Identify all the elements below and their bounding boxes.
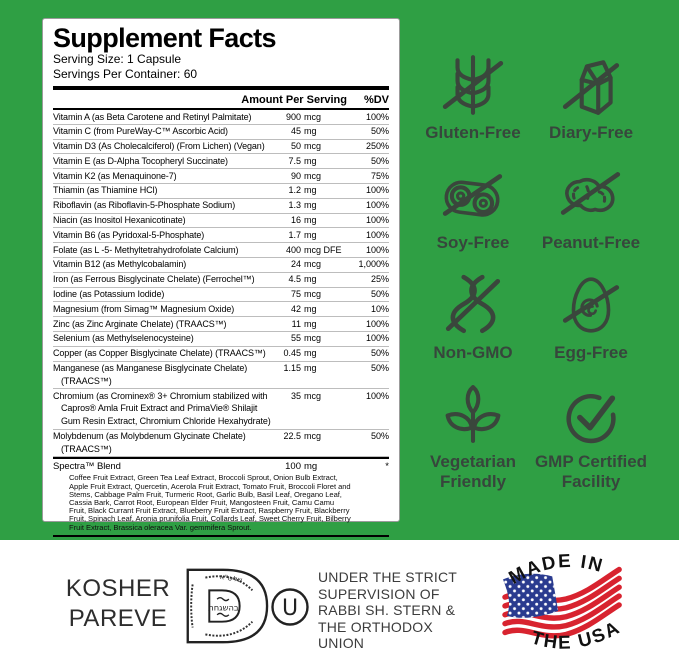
- table-row: [53, 228, 389, 243]
- nutrient-value: 1.3: [288, 200, 301, 211]
- nutrient-dv: 100%: [365, 111, 389, 122]
- plant-icon: [440, 382, 506, 447]
- nutrient-value: 4.5: [288, 274, 301, 285]
- nutrient-dv: 50%: [370, 348, 389, 359]
- nutrient-unit: mg: [304, 126, 317, 137]
- nutrient-unit: mcg: [304, 141, 322, 152]
- supervision-line: THE ORTHODOX: [318, 618, 433, 635]
- nutrient-value: 35: [290, 390, 301, 401]
- nutrient-dv: 100%: [365, 244, 389, 255]
- nutrient-dv: 50%: [370, 289, 389, 300]
- nutrient-name: Magnesium (from Simag™ Magnesium Oxide): [53, 303, 235, 314]
- nutrient-dv: 50%: [370, 126, 389, 137]
- badge-label: Soy-Free: [436, 233, 510, 252]
- badge-vegetarian-friendly: [407, 382, 539, 492]
- nutrient-name: Iodine (as Potassium Iodide): [53, 289, 165, 300]
- table-row: [53, 184, 389, 199]
- nutrient-unit: mg: [304, 303, 317, 314]
- nutrient-dv: 100%: [365, 318, 389, 329]
- nutrient-value: 1.7: [288, 229, 301, 240]
- badge-label: GMP Certified Facility: [534, 452, 648, 491]
- svg-text:MADE IN: [505, 550, 606, 588]
- egg-crossed-icon: [558, 272, 624, 338]
- the-usa-text: THE USA: [528, 616, 624, 653]
- nutrient-name: Vitamin K2 (as Menaquinone-7): [53, 170, 177, 181]
- column-amount-per-serving: Amount Per Serving: [241, 94, 347, 106]
- nutrient-unit: mg: [304, 155, 317, 166]
- nutrient-unit: mg: [304, 200, 317, 211]
- table-row: [53, 214, 389, 229]
- table-row: [53, 317, 389, 332]
- table-row: [53, 110, 389, 125]
- blend-unit: mg: [304, 461, 318, 473]
- nutrient-value: 50: [290, 141, 301, 152]
- label-title: Supplement Facts: [53, 23, 276, 53]
- table-row: [53, 302, 389, 317]
- supervision-line: UNION: [318, 635, 365, 651]
- blend-section: [53, 457, 389, 552]
- feature-badges: [414, 52, 650, 492]
- seal-rim-text: שליט"א: [219, 572, 243, 585]
- nutrient-name: Iron (as Ferrous Bisglycinate Chelate) (Ferrochel™): [53, 274, 255, 285]
- nutrient-value: 16: [290, 215, 301, 226]
- nutrient-name: Riboflavin (as Riboflavin-5-Phosphate Sodium): [53, 200, 236, 211]
- nutrient-unit: mg: [304, 363, 317, 374]
- blend-row: [53, 459, 389, 474]
- nutrient-value: 900: [285, 111, 301, 122]
- nutrient-name: Vitamin D3 (As Cholecalciferol) (From Lichen) (Vegan): [53, 141, 265, 152]
- made-in-text: MADE IN: [505, 549, 607, 588]
- badge-label: Peanut-Free: [541, 233, 641, 252]
- nutrient-dv: 250%: [365, 141, 389, 152]
- orthodox-union-icon: [270, 587, 310, 627]
- nutrient-value: 1.15: [283, 363, 301, 374]
- badge-gluten-free: [407, 52, 539, 162]
- table-row: [53, 125, 389, 140]
- nutrient-dv: 50%: [370, 431, 389, 442]
- seal-center-text: בהשגחת: [208, 602, 239, 613]
- milk-carton-crossed-icon: [558, 52, 624, 118]
- nutrient-unit: mcg: [304, 259, 322, 270]
- supervision-line: UNDER THE STRICT: [318, 569, 458, 585]
- nutrient-unit: mg: [304, 348, 317, 359]
- badge-label: Gluten-Free: [425, 123, 521, 142]
- nutrient-unit: mcg: [304, 289, 322, 300]
- nutrient-value: 90: [290, 170, 301, 181]
- blend-block: [53, 457, 389, 535]
- nutrient-value: 11: [291, 318, 301, 329]
- nutrient-dv: 100%: [365, 390, 389, 401]
- nutrient-dv: 100%: [365, 215, 389, 226]
- table-row: [53, 273, 389, 288]
- nutrient-value: 0.45: [283, 348, 301, 359]
- nutrient-dv: 100%: [365, 200, 389, 211]
- kosher-pareve-text: [56, 574, 180, 634]
- servings-per-container: Servings Per Container: 60: [53, 67, 198, 81]
- table-row: [53, 199, 389, 214]
- certification-strip: [0, 540, 679, 664]
- badge-label: Non-GMO: [433, 343, 513, 362]
- kosher-line: PAREVE: [68, 605, 168, 632]
- nutrient-dv: 50%: [370, 155, 389, 166]
- serving-size: Serving Size: 1 Capsule: [53, 52, 182, 66]
- nutrient-name: Selenium (as Methylselenocysteine): [53, 333, 194, 344]
- check-circle-icon: [558, 382, 624, 447]
- badge-gmp-certified: [525, 382, 657, 492]
- nutrient-dv: 10%: [370, 303, 389, 314]
- nutrient-unit: mg: [304, 215, 317, 226]
- table-header: [53, 92, 389, 110]
- badge-dairy-free: [525, 52, 657, 162]
- divider-thick: [53, 86, 389, 90]
- table-row: [53, 288, 389, 303]
- nutrient-value: 400: [285, 244, 301, 255]
- nutrient-dv: 50%: [370, 363, 389, 374]
- column-dv: %DV: [363, 94, 389, 106]
- badge-label: Diary-Free: [548, 123, 634, 142]
- nutrient-name: Thiamin (as Thiamine HCl): [53, 185, 158, 196]
- nutrient-name: Vitamin A (as Beta Carotene and Retinyl Palmitate): [53, 111, 252, 122]
- nutrient-dv: 1,000%: [358, 259, 389, 270]
- table-row: [53, 140, 389, 155]
- nutrient-dv: 100%: [365, 333, 389, 344]
- badge-soy-free: [407, 162, 539, 272]
- badge-egg-free: [525, 272, 657, 382]
- nutrient-value: 7.5: [288, 155, 301, 166]
- supervision-line: RABBI SH. STERN &: [318, 602, 456, 618]
- nutrient-unit: mcg: [304, 170, 322, 181]
- nutrient-unit: mg: [304, 274, 317, 285]
- badge-label: Egg-Free: [554, 343, 628, 362]
- made-in-usa-badge: [480, 540, 652, 664]
- supervision-line: SUPERVISION OF: [318, 585, 440, 602]
- table-row: [53, 430, 389, 458]
- nutrient-unit: mcg: [304, 111, 322, 122]
- nutrient-name: Vitamin B12 (as Methylcobalamin): [53, 259, 187, 270]
- nutrient-unit: mg: [304, 185, 317, 196]
- table-row: [53, 347, 389, 362]
- nutrient-value: 75: [290, 289, 301, 300]
- supplement-facts-label: [42, 18, 400, 532]
- table-row: [53, 169, 389, 184]
- nutrient-value: 24: [290, 259, 301, 270]
- blend-value: 100: [285, 461, 301, 473]
- nutrient-value: 55: [290, 333, 301, 344]
- nutrient-unit: mg: [304, 318, 317, 329]
- kosher-certification-seal-icon: [176, 566, 270, 646]
- peanut-crossed-icon: [558, 162, 624, 228]
- table-row: [53, 389, 389, 429]
- table-row: [53, 258, 389, 273]
- nutrient-name: Copper (as Copper Bisglycinate Chelate) (TRAACS™): [53, 348, 266, 359]
- table-row: [53, 332, 389, 347]
- nutrient-name: Manganese (as Manganese Bisglycinate Chelate) (TRAACS™): [53, 363, 248, 386]
- badge-peanut-free: [525, 162, 657, 272]
- nutrient-unit: mg: [304, 229, 317, 240]
- ou-letter: U: [281, 596, 299, 621]
- nutrient-dv: 100%: [365, 229, 389, 240]
- nutrient-name: Zinc (as Zinc Arginate Chelate) (TRAACS™): [53, 318, 227, 329]
- badge-non-gmo: [407, 272, 539, 382]
- nutrient-value: 1.2: [288, 185, 301, 196]
- nutrient-unit: mcg DFE: [304, 244, 342, 255]
- nutrient-table: [53, 110, 389, 457]
- nutrient-name: Chromium (as Crominex® 3+ Chromium stabilized with Capros® Amla Fruit Extract and PrimaVie® Shilajit Gum Resin Extract, Chromium Chloride Hexahydrate): [53, 390, 271, 427]
- soybean-crossed-icon: [440, 162, 506, 228]
- nutrient-name: Molybdenum (as Molybdenum Glycinate Chelate) (TRAACS™): [53, 431, 246, 454]
- nutrient-dv: 75%: [370, 170, 389, 181]
- blend-ingredients: Coffee Fruit Extract, Green Tea Leaf Extract, Broccoli Sprout, Onion Bulb Extract, Apple Fruit Extract, Quercetin, Acerola Fruit Extract, Tomato Fruit, Broccoli Floret and Stems, Cabbage Palm Fruit, Turmeric Root, Garlic Bulb, Basil Leaf, Oregano Leaf, Cassia Bark, Carrot Root, European Elder Fruit, Mangosteen Fruit, Camu Camu Fruit, Black Currant Fruit Extract, Blueberry Fruit Extract, Raspberry Fruit, Blackberry Fruit, Spinach Leaf, Aronia prunifolia Fruit, Collards Leaf, Sweet Cherry Fruit, Bilberry Fruit Extract, Brassica oleracea Var. gemmifera Sprout.: [69, 473, 351, 532]
- kosher-line: KOSHER: [65, 575, 171, 602]
- table-row: [53, 362, 389, 390]
- nutrient-value: 42: [290, 303, 301, 314]
- wheat-crossed-icon: [440, 52, 506, 118]
- nutrient-name: Vitamin B6 (as Pyridoxal-5-Phosphate): [53, 229, 205, 240]
- nutrient-dv: 100%: [365, 185, 389, 196]
- supervision-statement: [318, 569, 457, 652]
- nutrient-name: Vitamin C (from PureWay-C™ Ascorbic Acid): [53, 126, 228, 137]
- nutrient-unit: mcg: [304, 390, 322, 401]
- dna-crossed-icon: [440, 272, 506, 338]
- nutrient-unit: mcg: [304, 333, 322, 344]
- table-row: [53, 243, 389, 258]
- table-row: [53, 154, 389, 169]
- badge-label: Vegetarian Friendly: [430, 452, 516, 491]
- nutrient-unit: mcg: [304, 431, 322, 442]
- nutrient-name: Niacin (as Inositol Hexanicotinate): [53, 215, 186, 226]
- blend-name: Spectra™ Blend: [53, 461, 121, 473]
- nutrient-name: Vitamin E (as D-Alpha Tocopheryl Succinate): [53, 155, 228, 166]
- blend-dv: *: [385, 461, 389, 473]
- nutrient-name: Folate (as L -5- Methyltetrahydrofolate Calcium): [53, 244, 239, 255]
- nutrient-dv: 25%: [370, 274, 389, 285]
- nutrient-value: 22.5: [283, 431, 301, 442]
- nutrient-value: 45: [290, 126, 301, 137]
